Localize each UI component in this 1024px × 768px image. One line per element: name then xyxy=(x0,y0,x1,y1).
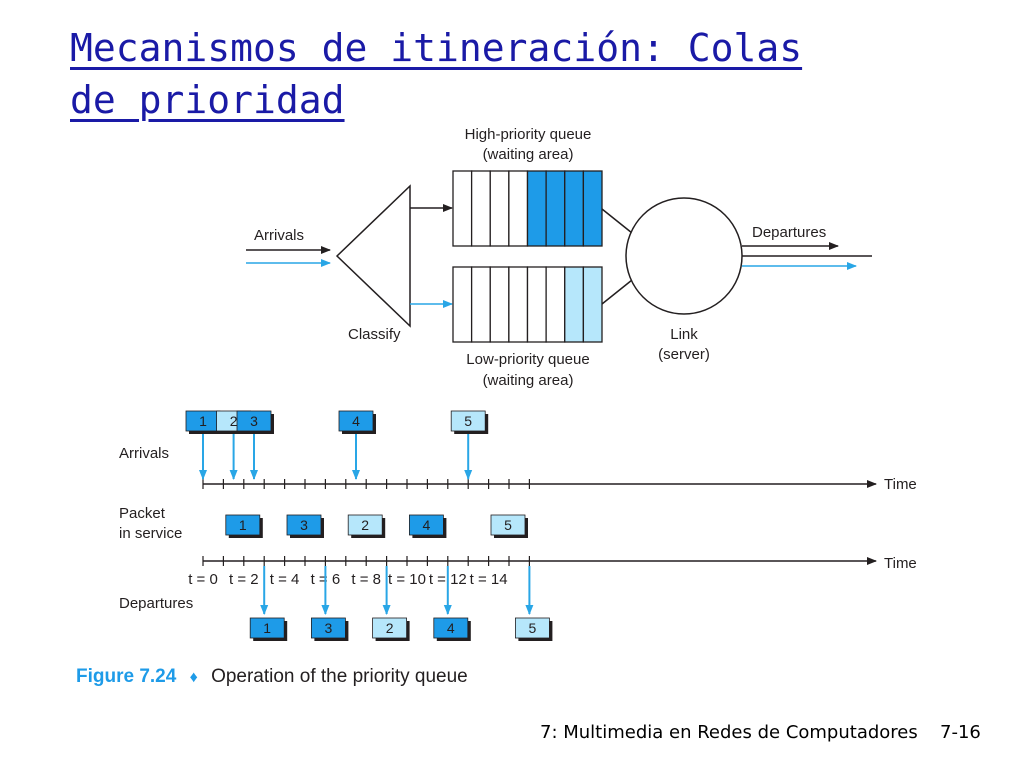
tick-label: t = 2 xyxy=(228,571,259,588)
arrival-packet-number: 5 xyxy=(464,413,473,429)
low-queue-slot xyxy=(583,267,602,342)
service-packet-number: 5 xyxy=(504,517,512,533)
low-queue-slot xyxy=(472,267,491,342)
high-priority-queue xyxy=(453,171,602,246)
tick-label: t = 14 xyxy=(469,571,508,588)
row-label-in-service-line1: Packet xyxy=(119,505,165,522)
caption-separator: ♦ xyxy=(189,669,198,686)
high-queue-slot xyxy=(565,171,584,246)
service-packet-number: 4 xyxy=(422,517,431,533)
service-packet-number: 3 xyxy=(300,517,308,533)
service-packet-number: 1 xyxy=(238,517,247,533)
timeline-tick-labels xyxy=(188,571,507,588)
classifier-shape xyxy=(337,186,410,326)
tick-label: t = 6 xyxy=(310,571,341,588)
departure-packet-number: 5 xyxy=(528,620,537,636)
tick-label: t = 4 xyxy=(269,571,300,588)
high-queue-slot xyxy=(583,171,602,246)
low-queue-slot xyxy=(453,267,472,342)
departures-label: Departures xyxy=(752,224,827,241)
footer-page-number: 7-16 xyxy=(940,722,981,743)
departure-packet-number: 3 xyxy=(324,620,333,636)
classify-label: Classify xyxy=(348,326,401,343)
link-label-line1: Link xyxy=(670,326,698,343)
svg-text:Figure 7.24 ♦ Oper xyxy=(76,666,468,687)
service-packets xyxy=(226,515,528,538)
link-label-line2: (server) xyxy=(658,346,710,363)
arrivals-label: Arrivals xyxy=(254,227,305,244)
high-queue-slot xyxy=(509,171,528,246)
departure-packet-number: 2 xyxy=(385,620,394,636)
row-label-departures: Departures xyxy=(119,595,194,612)
low-queue-slot xyxy=(565,267,584,342)
tick-label: t = 8 xyxy=(351,571,382,588)
low-queue-slot xyxy=(528,267,547,342)
tick-label: t = 10 xyxy=(388,571,426,588)
service-packet-number: 2 xyxy=(361,517,370,533)
low-queue-slot xyxy=(490,267,509,342)
low-priority-queue xyxy=(453,267,602,342)
low-queue-slot xyxy=(509,267,528,342)
tick-label: t = 12 xyxy=(428,571,467,588)
high-queue-slot xyxy=(546,171,565,246)
arrival-packets xyxy=(186,411,488,479)
caption-text: Operation of the priority queue xyxy=(211,666,468,687)
low-queue-label-line1: Low-priority queue xyxy=(466,351,590,368)
caption-figure-number: Figure 7.24 xyxy=(76,666,177,687)
arrival-packet-number: 2 xyxy=(229,413,238,429)
high-queue-slot xyxy=(472,171,491,246)
high-queue-slot xyxy=(453,171,472,246)
departure-packet-number: 1 xyxy=(263,620,272,636)
low-queue-slot xyxy=(546,267,565,342)
timeline xyxy=(119,411,917,641)
top-time-axis-label: Time xyxy=(884,476,917,493)
figure-caption xyxy=(76,666,468,687)
high-queue-slot xyxy=(528,171,547,246)
high-queue-slot xyxy=(490,171,509,246)
link-server-circle xyxy=(626,198,742,314)
low-queue-to-link xyxy=(602,280,632,304)
row-label-arrivals: Arrivals xyxy=(119,445,170,462)
bottom-time-axis-label: Time xyxy=(884,555,917,572)
high-queue-label-line1: High-priority queue xyxy=(464,126,592,143)
arrival-packet-number: 4 xyxy=(352,413,360,429)
tick-label: t = 0 xyxy=(188,571,218,588)
high-queue-label-line2: (waiting area) xyxy=(482,146,574,163)
high-queue-to-link xyxy=(602,209,632,233)
row-label-in-service-line2: in service xyxy=(119,525,183,542)
footer-course-name: 7: Multimedia en Redes de Computadores xyxy=(540,722,918,743)
slide-title: Mecanismos de itineración: Colas de prioridad xyxy=(70,26,803,122)
departure-packet-number: 4 xyxy=(446,620,455,636)
arrival-packet-number: 3 xyxy=(250,413,258,429)
low-queue-label-line2: (waiting area) xyxy=(482,372,574,389)
arrival-packet-number: 1 xyxy=(199,413,207,429)
queue-diagram xyxy=(246,126,872,389)
